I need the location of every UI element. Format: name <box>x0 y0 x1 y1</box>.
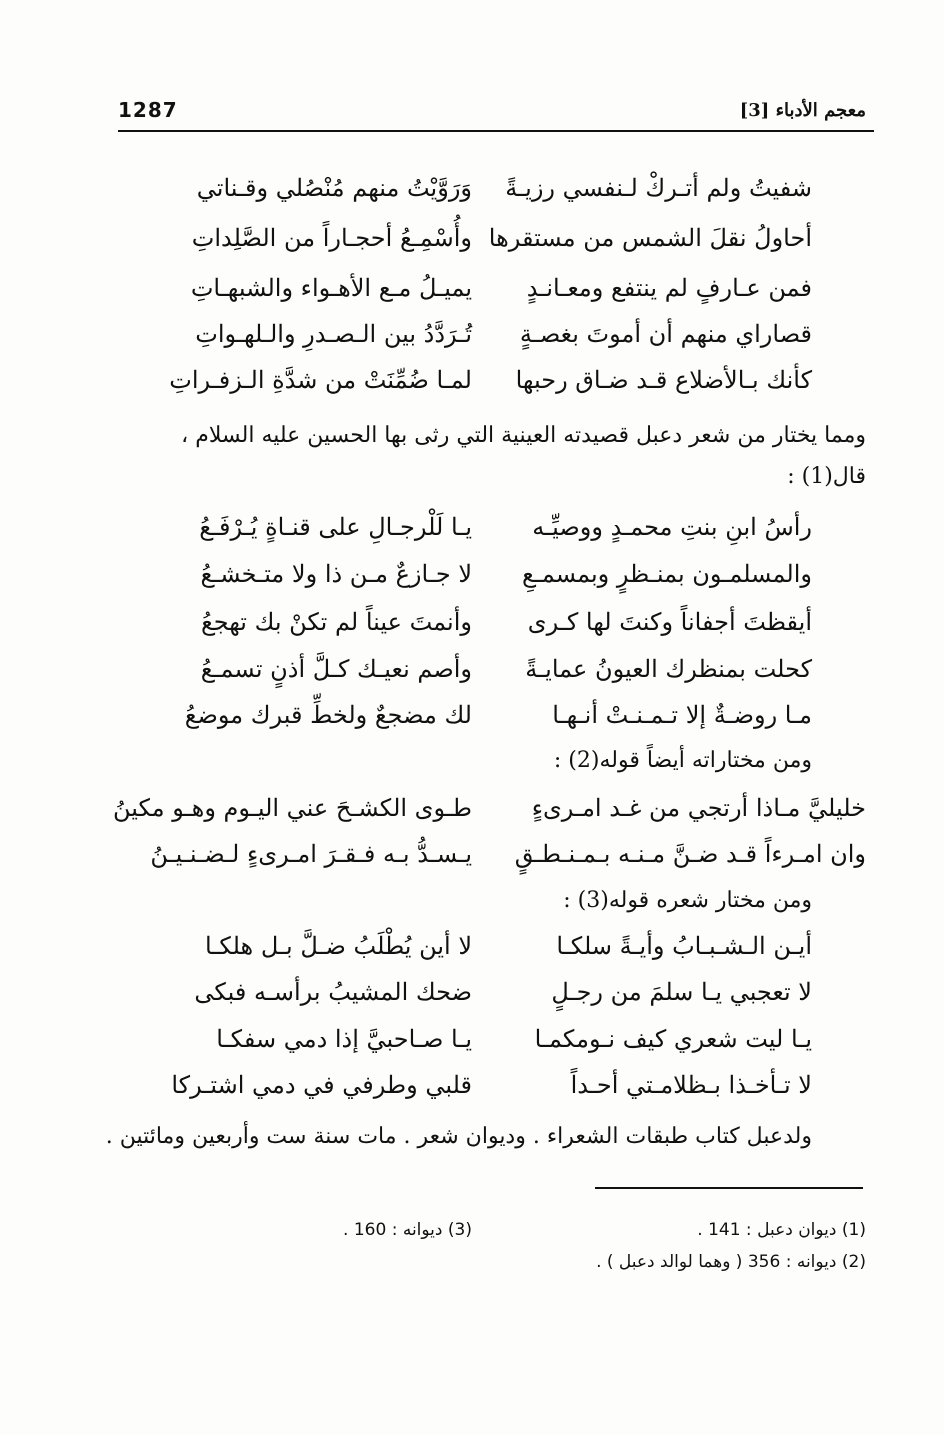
footnote-rule <box>595 1187 863 1189</box>
poem4-verse2-left: ضحك المشيبُ برأسـه فبكى <box>194 978 472 1006</box>
page-number: 1287 <box>118 98 178 122</box>
poem1-verse1-left: وَرَوَّيْتُ منهم مُنْصُلي وقـناتي <box>196 174 472 202</box>
poem2-verse2-right: والمسلمـون بمنـظرٍ وبمسمـعِ <box>522 560 812 588</box>
poem4-verse1-right: أيـن الـشـبـابُ وأيـةً سلكـا <box>556 932 812 960</box>
poem1-verse4-left: تُـرَدَّدُ بين الـصـدرِ والـلهـواتِ <box>195 320 472 348</box>
footnote-1: (1) ديوان دعبل : 141 . <box>697 1220 866 1240</box>
intro4-line: ومن مختار شعره قوله(3) : <box>563 888 812 913</box>
poem1-verse3-right: فمن عـارفٍ لم ينتفع ومعـانـدٍ <box>526 274 812 302</box>
poem1-verse5-right: كأنك بـالأضلاع قـد ضـاق رحبها <box>515 366 812 394</box>
poem4-verse3-left: يـا صـاحبيَّ إذا دمي سفكـا <box>216 1025 472 1053</box>
poem2-verse3-left: وأنمتَ عيناً لم تكنْ بك تهجعُ <box>200 608 472 636</box>
header-rule <box>118 130 874 132</box>
intro-paragraph-line2: قال(1) : <box>787 464 866 489</box>
poem4-verse2-right: لا تعجبي يـا سلمَ من رجـلٍ <box>551 978 812 1006</box>
poem2-verse2-left: لا جـازعٌ مـن ذا ولا متـخشـعُ <box>200 560 472 588</box>
poem1-verse4-right: قصاراي منهم أن أموتَ بغصـةٍ <box>519 320 812 348</box>
poem4-verse4-right: لا تـأخـذا بـظلامـتي أحـداً <box>570 1071 812 1099</box>
poem4-verse4-left: قلبي وطرفي في دمي اشتـركا <box>171 1071 472 1099</box>
footnote-2: (2) ديوانه : 356 ( وهما لوالد دعبل ) . <box>596 1252 866 1272</box>
footnote-3: (3) ديوانه : 160 . <box>343 1220 472 1240</box>
poem3-verse2-right: وان امـرءاً قـد ضـنَّ مـنـه بـمـنـطـقٍ <box>514 840 866 868</box>
intro-paragraph-line1: ومما يختار من شعر دعبل قصيدته العينية التي رثى بها الحسين عليه السلام ، <box>181 423 866 448</box>
closing-paragraph: ولدعبل كتاب طبقات الشعراء . وديوان شعر . مات سنة ست وأربعين ومائتين . <box>105 1124 812 1149</box>
intro3-line: ومن مختاراته أيضاً قوله(2) : <box>553 748 812 773</box>
poem2-verse1-left: يـا لَلْرجـالِ على قنـاةٍ يُـرْفَـعُ <box>199 513 472 541</box>
poem2-verse5-left: لك مضجعٌ ولخطِّ قبرك موضعُ <box>184 701 472 729</box>
poem1-verse1-right: شفيتُ ولم أتـركْ لـنفسي رزيـةً <box>505 174 812 202</box>
poem1-verse5-left: لمـا ضُمِّنَتْ من شدَّةِ الـزفـراتِ <box>169 366 472 394</box>
poem3-verse2-left: يـسـدُّ بـه فـقـرَ امـرىءٍ لـضـنـيـنُ <box>150 840 472 868</box>
poem1-verse3-left: يميـلُ مـع الأهـواء والشبهـاتِ <box>190 274 472 302</box>
poem2-verse4-left: وأصم نعيـك كـلَّ أذنٍ تسمـعُ <box>200 655 472 683</box>
poem3-verse1-right: خليليَّ مـاذا أرتجي من غـد امـرىءٍ <box>531 794 866 822</box>
poem3-verse1-left: طـوى الكشـحَ عني اليـوم وهـو مكينُ <box>112 794 472 822</box>
poem2-verse5-right: مـا روضـةٌ إلا تـمـنـتْ أنـهـا <box>552 701 812 729</box>
poem2-verse4-right: كحلت بمنظرك العيونُ عمايـةً <box>525 655 812 683</box>
poem1-verse2-right: أحاولُ نقلَ الشمس من مستقرها <box>488 224 812 252</box>
poem4-verse1-left: لا أين يُطْلَبُ ضـلَّ بـل هلكـا <box>205 932 472 960</box>
poem2-verse3-right: أيقظتَ أجفاناً وكنتَ لها كـرى <box>527 608 812 636</box>
poem1-verse2-left: وأُسْمِـعُ أحجـاراً من الصَّلِداتِ <box>191 224 472 252</box>
running-header-title: معجم الأدباء [3] <box>739 100 866 121</box>
poem4-verse3-right: يـا ليت شعري كيف نـومكمـا <box>534 1025 812 1053</box>
poem2-verse1-right: رأسُ ابنِ بنتِ محمـدٍ ووصيِّـه <box>532 513 812 541</box>
